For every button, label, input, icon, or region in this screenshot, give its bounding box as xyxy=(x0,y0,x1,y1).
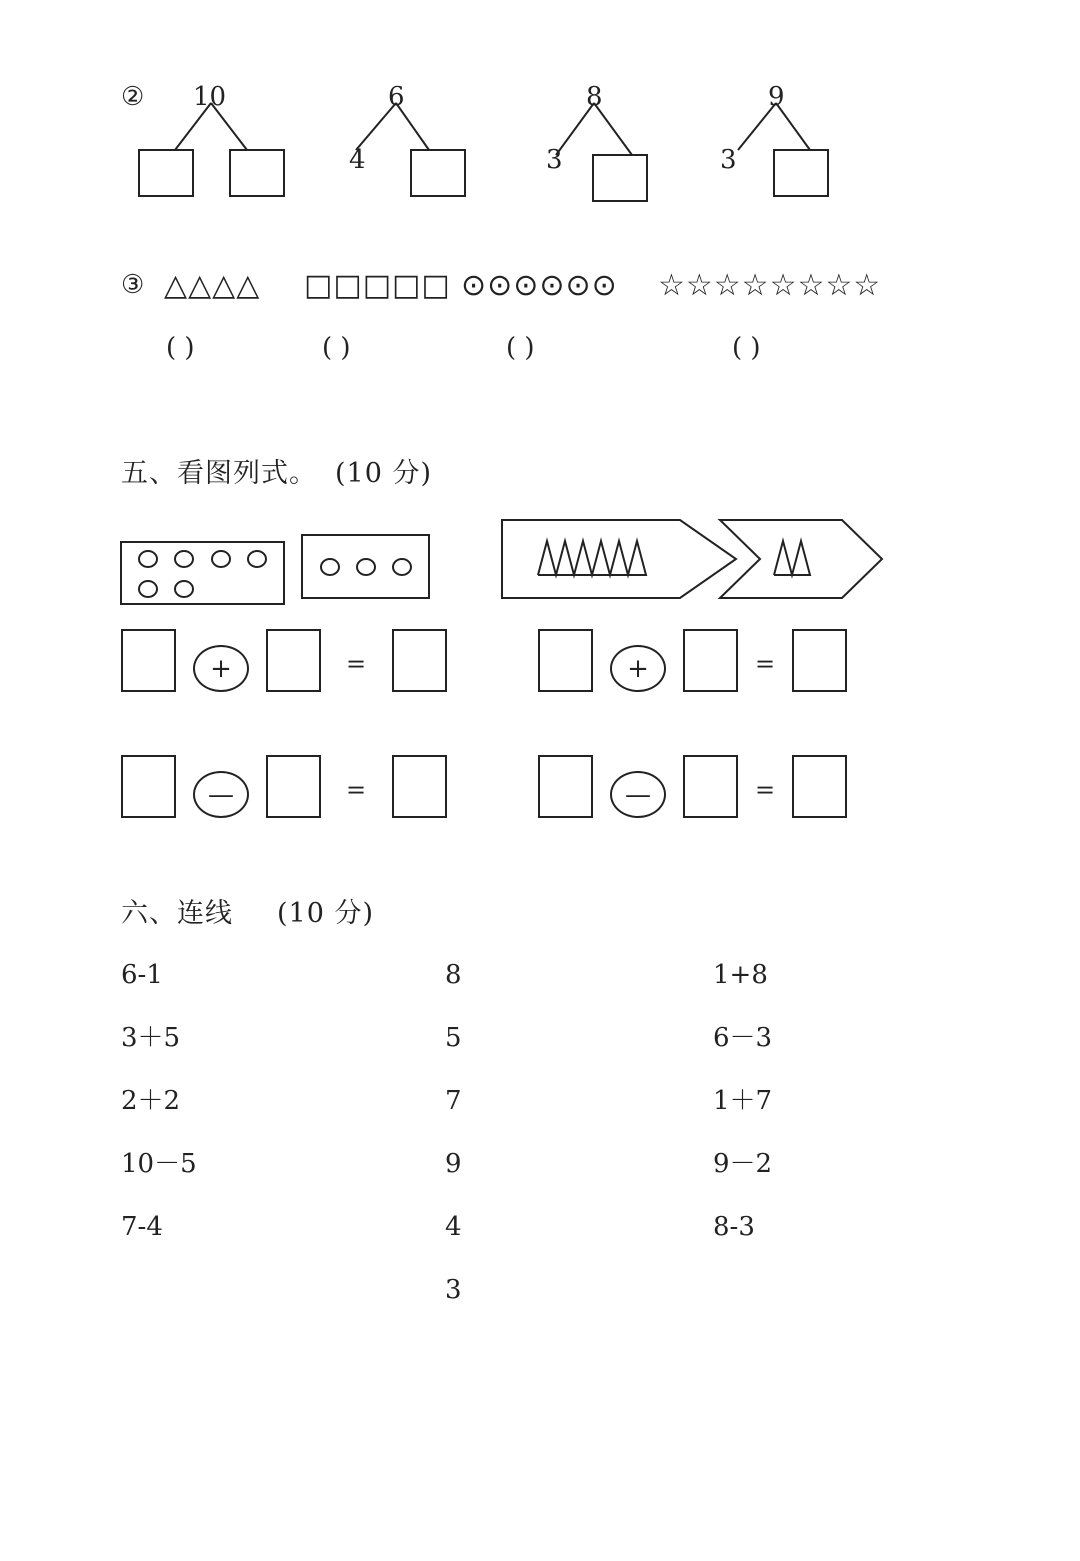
eq3-plus-sign: + xyxy=(610,645,666,692)
eq2-box-result[interactable] xyxy=(392,755,447,818)
section6-score: (10 分) xyxy=(277,898,375,929)
eq3-equals: = xyxy=(755,650,776,678)
match-right-item[interactable]: 1+8 xyxy=(713,960,768,990)
part3-marker: ③ xyxy=(121,270,145,300)
match-middle-item[interactable]: 7 xyxy=(445,1086,462,1116)
match-middle-item[interactable]: 3 xyxy=(445,1275,462,1305)
bond-2-left: 4 xyxy=(349,145,366,175)
eq4-box-a[interactable] xyxy=(538,755,593,818)
eq1-equals: = xyxy=(346,650,367,678)
eq4-box-b[interactable] xyxy=(683,755,738,818)
triangles-answer-blank[interactable]: ( ) xyxy=(166,333,195,363)
bond-3-top: 8 xyxy=(586,82,603,112)
eq3-box-result[interactable] xyxy=(792,629,847,692)
eq2-box-a[interactable] xyxy=(121,755,176,818)
eq1-box-b[interactable] xyxy=(266,629,321,692)
match-left-item[interactable]: 6-1 xyxy=(121,960,163,990)
section6-title: 六、连线 xyxy=(121,898,233,929)
section5-score: (10 分) xyxy=(335,458,433,489)
eq1-box-result[interactable] xyxy=(392,629,447,692)
match-right-item[interactable]: 9－2 xyxy=(713,1149,773,1179)
eq1-plus-sign: + xyxy=(193,645,249,692)
section6-heading xyxy=(121,900,374,927)
eq2-equals: = xyxy=(346,776,367,804)
eq1-box-a[interactable] xyxy=(121,629,176,692)
dotted-circles-group: ⊙⊙⊙⊙⊙⊙ xyxy=(461,268,618,303)
triangles-group: △△△△ xyxy=(164,268,261,303)
eq2-box-b[interactable] xyxy=(266,755,321,818)
stars-answer-blank[interactable]: ( ) xyxy=(732,333,761,363)
match-right-item[interactable]: 1＋7 xyxy=(713,1086,773,1116)
stars-group: ☆☆☆☆☆☆☆☆ xyxy=(658,268,882,303)
part2-marker: ② xyxy=(121,82,145,112)
match-middle-item[interactable]: 8 xyxy=(445,960,462,990)
match-left-item[interactable]: 2＋2 xyxy=(121,1086,181,1116)
eq3-box-b[interactable] xyxy=(683,629,738,692)
circles-answer-blank[interactable]: ( ) xyxy=(506,333,535,363)
match-middle-item[interactable]: 9 xyxy=(445,1149,462,1179)
bond-4-left: 3 xyxy=(720,145,737,175)
eq2-minus-sign: — xyxy=(193,771,249,818)
match-left-item[interactable]: 3＋5 xyxy=(121,1023,181,1053)
match-middle-item[interactable]: 5 xyxy=(445,1023,462,1053)
bond-1-top: 10 xyxy=(193,82,227,112)
match-left-item[interactable]: 7-4 xyxy=(121,1212,163,1242)
match-middle-item[interactable]: 4 xyxy=(445,1212,462,1242)
eq4-minus-sign: — xyxy=(610,771,666,818)
section5-title: 五、看图列式。 xyxy=(121,458,317,489)
match-right-item[interactable]: 6－3 xyxy=(713,1023,773,1053)
bond-3-left: 3 xyxy=(546,145,563,175)
eq4-equals: = xyxy=(755,776,776,804)
match-right-item[interactable]: 8-3 xyxy=(713,1212,755,1242)
bond-4-top: 9 xyxy=(768,82,785,112)
eq4-box-result[interactable] xyxy=(792,755,847,818)
squares-group: □□□□□ xyxy=(304,268,451,303)
eq3-box-a[interactable] xyxy=(538,629,593,692)
squares-answer-blank[interactable]: ( ) xyxy=(322,333,351,363)
match-left-item[interactable]: 10－5 xyxy=(121,1149,197,1179)
bond-2-top: 6 xyxy=(388,82,405,112)
